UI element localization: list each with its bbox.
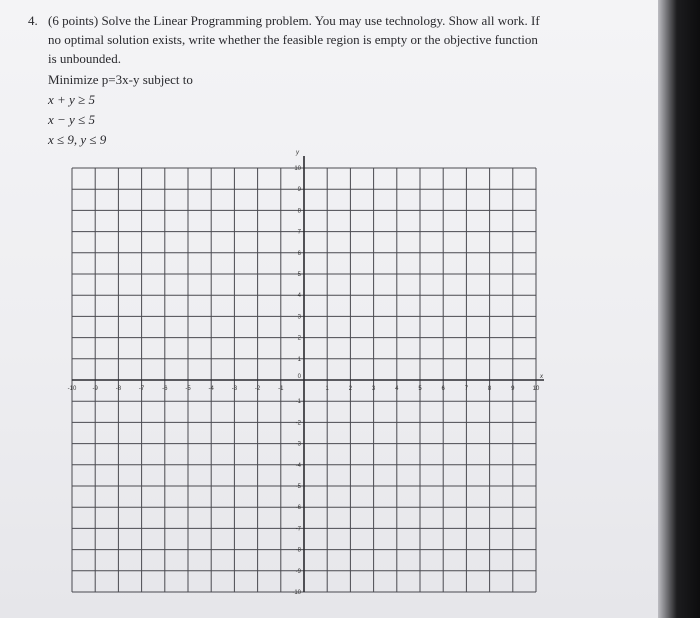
x-tick-label: -6 [162, 386, 168, 392]
constraint-3: x ≤ 9, y ≤ 9 [48, 132, 107, 147]
y-tick-label: -5 [295, 484, 301, 490]
y-tick-label: 1 [297, 356, 301, 363]
y-axis-label: y [296, 150, 299, 156]
y-tick-label: 10 [294, 166, 301, 172]
problem-text-line-3: is unbounded. [48, 51, 121, 66]
x-tick-label: -5 [185, 386, 191, 392]
y-tick-label: 2 [297, 335, 301, 342]
y-tick-label: -6 [295, 505, 301, 512]
x-tick-label: -8 [115, 386, 122, 392]
x-tick-label: -1 [278, 386, 284, 392]
axes [72, 156, 544, 592]
x-tick-label: 1 [325, 386, 329, 392]
y-tick-label: -9 [295, 568, 301, 575]
y-tick-label: -4 [295, 462, 301, 469]
x-tick-label: -2 [254, 386, 261, 392]
y-tick-label: -10 [292, 590, 301, 596]
x-tick-label: 9 [511, 386, 515, 392]
y-tick-label: -1 [295, 399, 301, 406]
x-tick-label: 10 [532, 386, 540, 392]
x-tick-label: 6 [441, 386, 445, 392]
x-tick-label: -3 [231, 386, 238, 392]
y-tick-label: -8 [295, 547, 301, 554]
x-tick-label: -10 [67, 386, 77, 392]
y-tick-label: -3 [295, 441, 301, 448]
x-tick-label: -7 [138, 386, 145, 392]
x-tick-label: 4 [395, 386, 399, 392]
problem-text-line-1: (6 points) Solve the Linear Programming problem. You may use technology. Show all work. If [48, 13, 540, 28]
x-tick-label: -4 [208, 386, 214, 392]
y-tick-label: 7 [297, 229, 301, 236]
problem-text-line-2: no optimal solution exists, write whether the feasible region is empty or the objective function [48, 32, 538, 47]
x-axis-label: x [540, 374, 543, 380]
origin-label: 0 [297, 374, 301, 380]
x-tick-label: 2 [348, 386, 353, 392]
constraint-1: x + y ≥ 5 [48, 92, 95, 107]
x-tick-label: -9 [92, 386, 98, 392]
x-tick-label: 5 [418, 386, 422, 392]
y-tick-labels [292, 166, 301, 596]
x-tick-label: 8 [487, 386, 492, 392]
y-tick-label: 9 [297, 187, 301, 194]
constraint-2: x − y ≤ 5 [48, 112, 95, 127]
problem-number: 4. [28, 13, 38, 28]
y-tick-label: -2 [295, 420, 301, 427]
x-tick-label: 7 [464, 386, 469, 392]
y-tick-label: 3 [297, 314, 301, 321]
y-tick-label: 6 [297, 250, 301, 257]
y-tick-label: 5 [297, 272, 301, 278]
y-tick-label: 8 [297, 208, 301, 215]
y-tick-label: 4 [297, 293, 301, 300]
x-tick-label: 3 [371, 386, 376, 392]
objective-function: Minimize p=3x-y subject to [48, 72, 193, 87]
y-tick-label: -7 [295, 526, 301, 533]
